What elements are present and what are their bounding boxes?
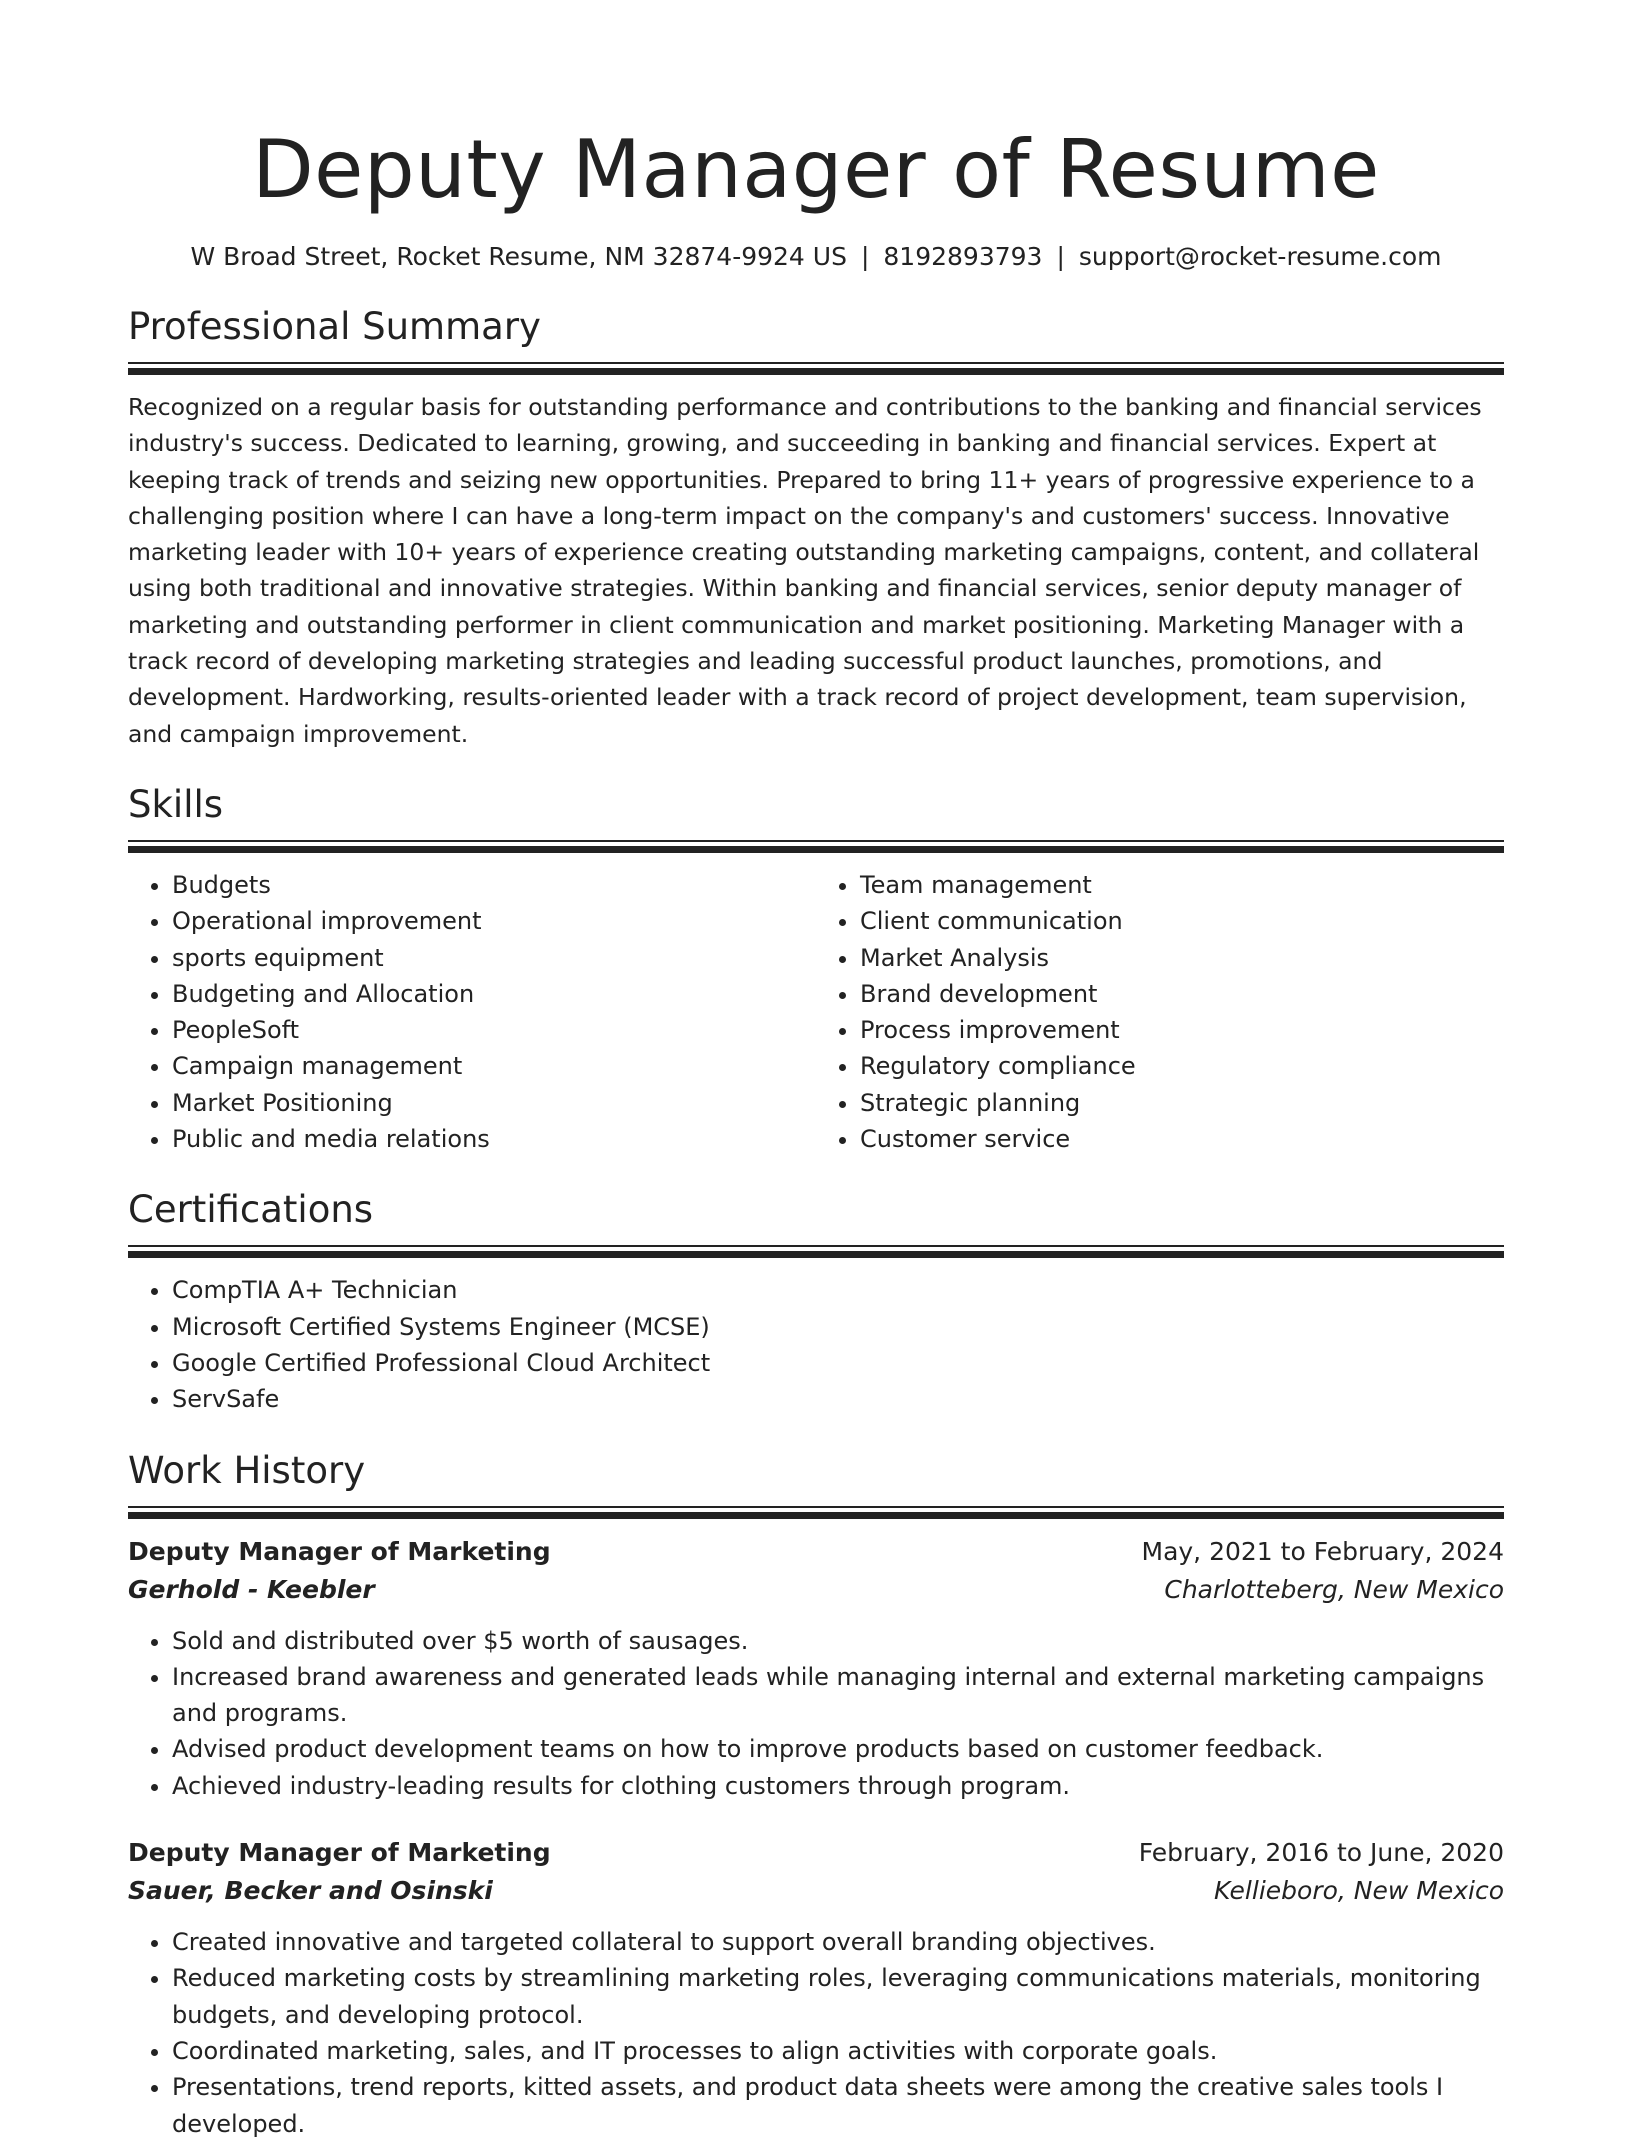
job-header xyxy=(128,1834,1504,1872)
certification-item: • CompTIA A+ Technician xyxy=(172,1272,1504,1308)
job-bullet: • Sold and distributed over $5 worth of sausages. xyxy=(172,1623,1504,1659)
job-bullet: • Advised product development teams on how to improve products based on customer feedback. xyxy=(172,1731,1504,1767)
job-subheader xyxy=(128,1872,1504,1910)
job-dates: February, 2016 to June, 2020 xyxy=(1138,1838,1504,1868)
job-dates: May, 2021 to February, 2024 xyxy=(1141,1536,1504,1566)
skills-list-right xyxy=(816,867,1504,1157)
job-title: Deputy Manager of Marketing xyxy=(128,1838,551,1868)
professional-summary-section xyxy=(128,304,1504,752)
section-heading-certifications: Certifications xyxy=(128,1188,374,1232)
certification-item: • ServSafe xyxy=(172,1381,1504,1417)
skill-item: • Public and media relations xyxy=(172,1121,816,1157)
summary-text: Recognized on a regular basis for outstanding performance and contributions to the banking and financial services industry's success. Dedicated to learning, growing, and succeeding in banking and financial services. Expert at keeping track of trends and seizing new opportunities. Prepared to bring 11+ years of progressive experience to a challenging position where I can have a long-term impact on the company's and customers' success. Innovative marketing leader with 10+ years of experience creating outstanding marketing campaigns, content, and collateral using both traditional and innovative strategies. Within banking and financial services, senior deputy manager of marketing and outstanding performer in client communication and market positioning. Marketing Manager with a track record of developing marketing strategies and leading successful product launches, promotions, and development. Hardworking, results-oriented leader with a track record of project development, team supervision, and campaign improvement. xyxy=(128,393,1482,748)
section-divider xyxy=(128,1245,1504,1258)
skill-item: • Budgeting and Allocation xyxy=(172,976,816,1012)
contact-phone: 8192893793 xyxy=(883,242,1043,271)
certifications-list xyxy=(128,1272,1504,1417)
skill-item: • Market Analysis xyxy=(860,940,1504,976)
certifications-section xyxy=(128,1187,1504,1417)
job-entry xyxy=(128,1834,1504,2142)
skill-item: • Process improvement xyxy=(860,1012,1504,1048)
skills-list-left xyxy=(128,867,816,1157)
job-entry xyxy=(128,1533,1504,1804)
skill-item: • Client communication xyxy=(860,903,1504,939)
job-title: Deputy Manager of Marketing xyxy=(128,1536,551,1566)
skills-column-left xyxy=(128,867,816,1157)
job-bullet: • Coordinated marketing, sales, and IT processes to align activities with corporate goals. xyxy=(172,2033,1504,2069)
job-bullets xyxy=(128,1924,1504,2142)
skill-item: • Strategic planning xyxy=(860,1085,1504,1121)
job-bullet: • Increased brand awareness and generated leads while managing internal and external marketing campaigns and programs. xyxy=(172,1659,1504,1732)
skill-item: • Regulatory compliance xyxy=(860,1048,1504,1084)
job-company: Gerhold - Keebler xyxy=(128,1574,375,1604)
job-bullet: • Presentations, trend reports, kitted assets, and product data sheets were among the creative sales tools I developed. xyxy=(172,2069,1504,2142)
job-location: Charlotteberg, New Mexico xyxy=(1164,1574,1504,1604)
resume-title: Deputy Manager of Resume xyxy=(252,123,1380,216)
skill-item: • Team management xyxy=(860,867,1504,903)
skills-section xyxy=(128,782,1504,1157)
job-subheader xyxy=(128,1571,1504,1609)
contact-line xyxy=(128,240,1504,274)
contact-separator: | xyxy=(860,242,870,271)
section-heading-summary: Professional Summary xyxy=(128,305,541,348)
skill-item: • Brand development xyxy=(860,976,1504,1012)
job-bullets xyxy=(128,1623,1504,1804)
job-location: Kellieboro, New Mexico xyxy=(1214,1876,1504,1906)
skill-item: • Budgets xyxy=(172,867,816,903)
job-bullet: • Reduced marketing costs by streamlining marketing roles, leveraging communications materials, monitoring budgets, and developing protocol. xyxy=(172,1960,1504,2033)
skills-columns xyxy=(128,867,1504,1157)
section-divider xyxy=(128,1506,1504,1519)
certification-item: • Microsoft Certified Systems Engineer (MCSE) xyxy=(172,1309,1504,1345)
skill-item: • Market Positioning xyxy=(172,1085,816,1121)
contact-separator: | xyxy=(1056,242,1065,271)
section-divider xyxy=(128,840,1504,853)
contact-address: W Broad Street, Rocket Resume, NM 32874-9924 US xyxy=(190,242,847,271)
skills-column-right xyxy=(816,867,1504,1157)
section-heading-skills: Skills xyxy=(128,782,224,826)
skill-item: • sports equipment xyxy=(172,940,816,976)
skill-item: • Campaign management xyxy=(172,1048,816,1084)
certification-item: • Google Certified Professional Cloud Architect xyxy=(172,1345,1504,1381)
skill-item: • Operational improvement xyxy=(172,903,816,939)
job-bullet: • Achieved industry-leading results for clothing customers through program. xyxy=(172,1768,1504,1804)
section-heading-work-history: Work History xyxy=(128,1448,366,1492)
skill-item: • PeopleSoft xyxy=(172,1012,816,1048)
job-bullet: • Created innovative and targeted collateral to support overall branding objectives. xyxy=(172,1924,1504,1960)
job-header xyxy=(128,1533,1504,1571)
work-history-section xyxy=(128,1448,1504,2142)
contact-email[interactable]: support@rocket-resume.com xyxy=(1078,242,1442,271)
skill-item: • Customer service xyxy=(860,1121,1504,1157)
job-company: Sauer, Becker and Osinski xyxy=(128,1876,493,1906)
section-divider xyxy=(128,362,1504,375)
